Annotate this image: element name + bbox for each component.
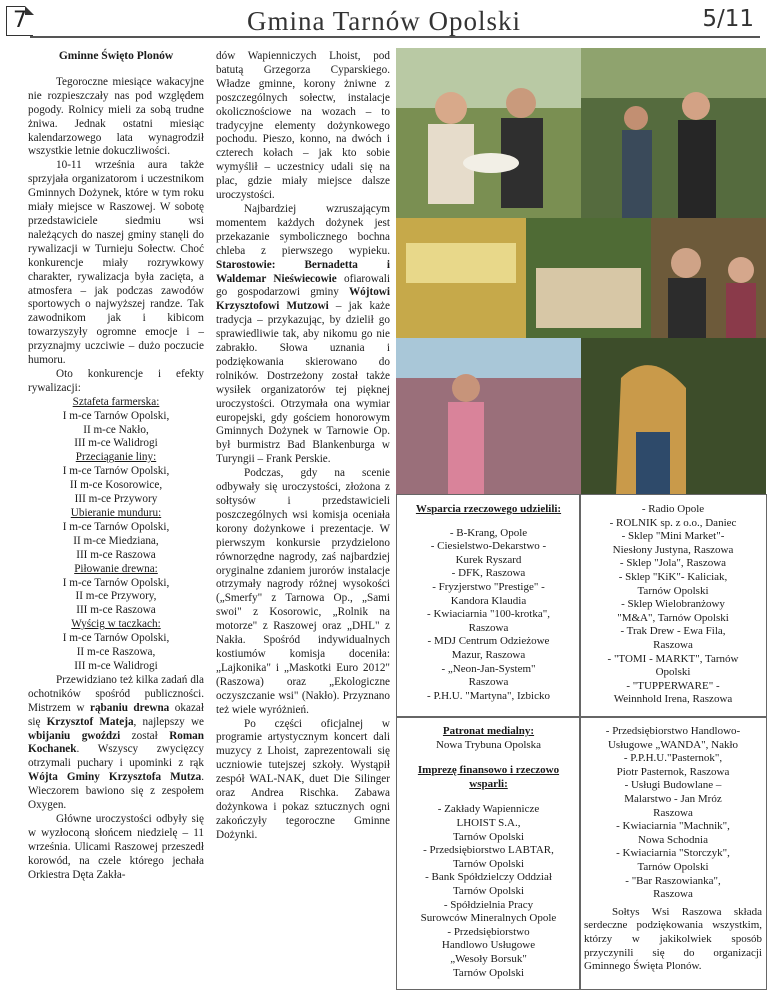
place: II m-ce Przywory, xyxy=(75,590,157,603)
competition-name: Piłowanie drewna: xyxy=(74,562,158,575)
competition-name: Wyścig w taczkach: xyxy=(71,618,161,631)
paragraph: Główne uroczystości odbyły się w wyzłoconą słońcem niedzielę – 11 września. Ulicami Raszowej przeszedł korowód, na czele którego jechała Orkiestra Dęta Zakła- xyxy=(28,812,204,881)
paragraph: 10-11 września aura także sprzyjała organizatorom i uczestnikom Gminnych Dożynek, które w tym roku miały miejsce w Raszowej. W sobotę przedstawiciele siedmiu wsi należących do naszej gminy stanęli do rywalizacji w Turnieju Sołectw. Choć konkurencje miały rozrywkowy charakter, rywalizacja była zacięta, a atmosfera – jak podczas zawodów sportowych o najwyższej randze. Tak zawodnikom jak i kibicom towarzyszyły ogromne emocje i – przyznajmy uczciwie – dużo poczucie humoru. xyxy=(28,159,204,367)
sponsors-box-2 xyxy=(579,494,767,718)
sponsors-list: - Radio Opole - ROLNIK sp. z o.o., Daniec - Sklep "Mini Market"- Niesłony Justyna, Raszowa - Sklep "Jola", Raszowa - Sklep "KiK"- Kaliciak, Tarnów Opolski - Sklep Wielobranżowy "M&A", Tarnów Opolski - Trak Drew - Ewa Fila, Raszowa - "TOMI - MARKT", Tarnów Opolski - "TUPPERWARE" - Weinnhold Irena, Raszowa xyxy=(607,503,739,706)
text: . Wieczorem bawiono się z zespołem Oxygen. xyxy=(28,771,204,812)
thanks-note: Sołtys Wsi Raszowa składa serdeczne podziękowania wszystkim, którzy w jakikolwiek sposób przyczynili się do organizacji Gminnego Święta Plonów. xyxy=(584,905,762,973)
paragraph: dów Wapienniczych Lhoist, pod batutą Grzegorza Cyparskiego. Władze gminne, korony żniwne z poszczególnych sołectw, instalacje okolicznościowe na wozach – to tradycyjne elementy dożynkowego pochodu. Pieszo, konno, na dwóch i czterech kołach – jak kto sobie wymyślił – uczestnicy udali się na plac, gdzie miały miejsce dalsze uroczystości. xyxy=(216,50,390,202)
text: został xyxy=(120,729,170,742)
competition-name: Przeciąganie liny: xyxy=(75,451,157,464)
article-column-2 xyxy=(216,50,390,843)
place: I m-ce Tarnów Opolski, xyxy=(62,632,170,645)
sponsors-heading: Imprezę finansowo i rzeczowo wsparli: xyxy=(417,764,560,790)
page-title: Gmina Tarnów Opolski xyxy=(246,6,522,36)
place: II m-ce Raszowa, xyxy=(76,646,156,659)
place: III m-ce Walidrogi xyxy=(74,659,158,672)
text: , najlepszy we xyxy=(133,715,204,728)
page-header xyxy=(0,0,768,44)
bold-text: Starostowie: Bernadetta i Waldemar Nieświecowie xyxy=(216,258,390,285)
media-patron: Nowa Trybuna Opolska xyxy=(435,738,542,751)
bold-text: Krzysztof Mateja xyxy=(46,715,134,728)
article-column-1 xyxy=(28,50,204,882)
text: okazał się xyxy=(28,701,204,728)
text: . Wszyscy zwycięzcy otrzymali puchary i upominki z rąk xyxy=(28,743,204,770)
sponsors-box-3 xyxy=(396,716,581,990)
sponsors-heading: Wsparcia rzeczowego udzielili: xyxy=(415,503,562,515)
bold-text: Wójta Gminy Krzysztofa Mutza xyxy=(28,771,202,784)
place: II m-ce Nakło, xyxy=(83,423,149,436)
bold-text: rąbaniu drewna xyxy=(89,701,170,714)
text: Przewidziano też kilka zadań dla ochotników spośród publiczności. Mistrzem w xyxy=(28,673,204,714)
paragraph xyxy=(28,674,204,813)
competition-name: Sztafeta farmerska: xyxy=(72,395,160,408)
sponsors-list: - Zakłady Wapiennicze LHOIST S.A., Tarnów Opolski - Przedsiębiorstwo LABTAR, Tarnów Opolski - Bank Spółdzielczy Oddział Tarnów Opolski - Spółdzielnia Pracy Surowców Mineralnych Opole - Przedsiębiorstwo Handlowo Usługowe „Wesoły Borsuk" Tarnów Opolski xyxy=(420,803,557,979)
bold-text: Roman Kochanek xyxy=(28,729,204,756)
result-group xyxy=(28,451,204,507)
place: III m-ce Walidrogi xyxy=(74,437,158,450)
article-heading: Gminne Święto Plonów xyxy=(58,50,174,62)
place: III m-ce Przywory xyxy=(74,493,158,506)
paragraph: Tegoroczne miesiące wakacyjne nie rozpieszczały nas pod względem pogody. Rolnicy mieli za sobą trudne żniwa. Jednak ostatni miesiąc kalendarzowego lata wynagrodził wszystkie letnie dokuczliwości. xyxy=(28,75,204,158)
result-group xyxy=(28,563,204,619)
bold-text: wbijaniu gwoździ xyxy=(28,729,121,742)
sponsors-list: - Przedsiębiorstwo Handlowo- Usługowe „WANDA", Nakło - P.P.H.U."Pasternok", Piotr Pasternok, Raszowa - Usługi Budowlane – Malarstwo - Jan Mróz Raszowa - Kwiaciarnia "Machnik", Nowa Schodnia - Kwiaciarnia "Storczyk", Tarnów Opolski - "Bar Raszowianka", Raszowa xyxy=(605,725,741,901)
paragraph: Po części oficjalnej w programie artystycznym koncert dali muzycy z Lhoist, zaprezentowali się uczniowie tutejszej szkoły. Wystąpił zespół WAL-NAK, duet Die Silinger oraz Andrea Rischka. Zabawa dożynkowa i pokaz sztucznych ogni zakończyły tegoroczne Gminne Dożynki. xyxy=(216,717,390,841)
place: I m-ce Tarnów Opolski, xyxy=(62,576,170,589)
result-group xyxy=(28,507,204,563)
header-rule xyxy=(30,36,760,38)
place: I m-ce Tarnów Opolski, xyxy=(62,409,170,422)
place: II m-ce Miedziana, xyxy=(73,534,159,547)
sponsors-list: - B-Krang, Opole - Ciesielstwo-Dekarstwo - Kurek Ryszard - DFK, Raszowa - Fryzjerstwo "Prestige" - Kandora Klaudia - Kwiaciarnia "100-krotka", Raszowa - MDJ Centrum Odzieżowe Mazur, Raszowa - „Neon-Jan-System" Raszowa - P.H.U. "Martyna", Izbicko xyxy=(427,526,550,702)
paragraph: Oto konkurencje i efekty rywalizacji: xyxy=(28,367,204,394)
text: – jak każe tradycja – przykazując, by dzielił go sprawiedliwie tak, aby nikomu go nie zabrakło. Słowa uznania i podziękowania skierowano do rolników. Dostrzeżony został także wysiłek organizatorów tej pięknej uroczystości. Otrzymała ona wymiar europejski, gdy gościem honorowym Gminnych Dożynek w Tarnowie Op. był burmistrz Bad Blankenburga w Turyngii – Frank Perskie. xyxy=(216,300,390,466)
media-patron-heading: Patronat medialny: xyxy=(442,725,535,737)
place: II m-ce Kosorowice, xyxy=(69,479,163,492)
place: III m-ce Raszowa xyxy=(76,604,156,617)
sponsors-box-4 xyxy=(579,716,767,990)
place: III m-ce Raszowa xyxy=(76,548,156,561)
place: I m-ce Tarnów Opolski, xyxy=(62,520,170,533)
result-group xyxy=(28,396,204,452)
bold-text: Wójtowi Krzysztofowi Mutzowi xyxy=(216,286,390,313)
paragraph: Podczas, gdy na scenie odbywały się uroczystości, złożona z sołtysów i przedstawicieli poszczególnych wsi komisja oceniała korony dożynkowe i prezentacje. W pierwszym konkursie przydzielono równorzędne nagrody, zaś najbardziej oryginalne zdaniem jurorów instalacje otrzymały nagrody różnej wysokości („Smerfy" z Tarnowa Op., „Sami swoi" z Kosorowic, „Rolnik na motorze" z Raszowej oraz „DHL" z Nakła. Spośród indywidualnych kostiumów komisja doceniła: „Lajkonika" i „Maskotki Euro 2012" (Raszowa) oraz „Ekologiczne oczyszczanie wsi" (Nakło). Przyznano też wiele wyróżnień. xyxy=(216,467,390,716)
text: ofiarowali go gospodarzowi gminy xyxy=(216,272,390,299)
result-group xyxy=(28,618,204,674)
competition-name: Ubieranie munduru: xyxy=(70,507,162,519)
place: I m-ce Tarnów Opolski, xyxy=(62,465,170,478)
photo-collage xyxy=(396,48,766,494)
issue-number: 5/11 xyxy=(702,6,754,32)
sponsors-box-1 xyxy=(396,494,581,718)
paragraph xyxy=(216,203,390,467)
text: Najbardziej wzruszającym momentem każdych dożynek jest przekazanie symbolicznego bochna chleba z pierwszego wypieku. xyxy=(216,202,390,257)
page-number: 7 xyxy=(6,6,33,36)
results-list xyxy=(28,396,204,674)
harvest-festival-photos xyxy=(396,48,766,494)
